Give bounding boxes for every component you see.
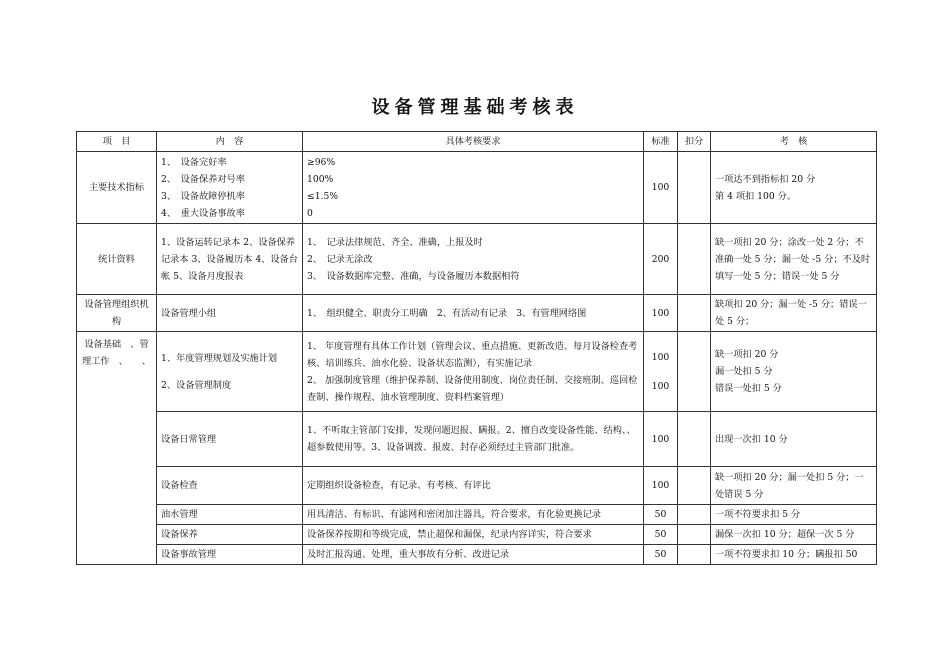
standard-cell: 50 xyxy=(644,545,678,565)
content-cell: 1、 设备完好率 2、 设备保养对号率 3、 设备故障停机率 4、 重大设备事故率 xyxy=(157,152,303,224)
requirement-cell: ≥96% 100% ≤1.5% 0 xyxy=(303,152,644,224)
deduct-cell xyxy=(678,525,711,545)
table-row xyxy=(77,467,877,505)
table-row xyxy=(77,505,877,525)
table-row xyxy=(77,224,877,295)
standard-cell: 100 xyxy=(644,295,678,332)
assessment-cell: 一项不符要求扣 10 分；瞒报扣 50 xyxy=(711,545,877,565)
deduct-cell xyxy=(678,412,711,467)
table-row xyxy=(77,332,877,412)
requirement-cell: 及时汇报沟通、处理，重大事故有分析、改进记录 xyxy=(303,545,644,565)
standard-cell: 200 xyxy=(644,224,678,295)
header-standard: 标准 xyxy=(644,132,678,152)
header-deduct: 扣分 xyxy=(678,132,711,152)
deduct-cell xyxy=(678,505,711,525)
requirement-cell: 用具清洁、有标识、有滤网和密闭加注器具，符合要求，有化验更换记录 xyxy=(303,505,644,525)
standard-cell: 100 xyxy=(644,467,678,505)
content-cell: 设备事故管理 xyxy=(157,545,303,565)
requirement-cell: 定期组织设备检查，有记录、有考核、有评比 xyxy=(303,467,644,505)
standard-cell: 100 xyxy=(644,412,678,467)
assessment-cell: 一项不符要求扣 5 分 xyxy=(711,505,877,525)
standard-cell: 100 xyxy=(644,152,678,224)
assessment-cell: 缺一项扣 20 分 漏一处扣 5 分 错误一处扣 5 分 xyxy=(711,332,877,412)
deduct-cell xyxy=(678,467,711,505)
item-cell: 统计资料 xyxy=(77,224,157,295)
requirement-cell: 1、 年度管理有具体工作计划（管理会议、重点措施、更新改造、每月设备检查考核、培训练兵、油水化验、设备状态监测），有实施记录 2、 加强制度管理（维护保养制、设备使用制度、岗位责任制、交接班制、巡回检查制、操作规程、油水管理制度、资料档案管理） xyxy=(303,332,644,412)
content-cell: 1、年度管理规划及实施计划 2、设备管理制度 xyxy=(157,332,303,412)
assessment-table xyxy=(76,131,877,565)
content-cell: 油水管理 xyxy=(157,505,303,525)
table-row xyxy=(77,152,877,224)
header-item: 项 目 xyxy=(77,132,157,152)
content-cell: 设备保养 xyxy=(157,525,303,545)
deduct-cell xyxy=(678,152,711,224)
requirement-cell: 设备保养按期和等级完成，禁止超保和漏保，纪录内容详实，符合要求 xyxy=(303,525,644,545)
item-cell: 设备管理组织机构 xyxy=(77,295,157,332)
assessment-cell: 缺项扣 20 分；漏一处 -5 分；错误一处 5 分； xyxy=(711,295,877,332)
page-title: 设备管理基础考核表 xyxy=(371,97,579,118)
content-cell: 设备检查 xyxy=(157,467,303,505)
standard-cell: 50 xyxy=(644,505,678,525)
deduct-cell xyxy=(678,224,711,295)
table-row xyxy=(77,295,877,332)
assessment-cell: 出现一次扣 10 分 xyxy=(711,412,877,467)
table-row xyxy=(77,412,877,467)
header-content: 内 容 xyxy=(157,132,303,152)
item-cell: 设备基础 、管理工作 、 、 xyxy=(77,332,157,565)
table-row xyxy=(77,545,877,565)
content-cell: 设备日常管理 xyxy=(157,412,303,467)
header-requirement: 具体考核要求 xyxy=(303,132,644,152)
header-assessment: 考 核 xyxy=(711,132,877,152)
table-header-row xyxy=(77,132,877,152)
content-cell: 设备管理小组 xyxy=(157,295,303,332)
requirement-cell: 1、 记录法律规范、齐全、准确，上报及时 2、 记录无涂改 3、 设备数据库完整、准确，与设备履历本数据相符 xyxy=(303,224,644,295)
deduct-cell xyxy=(678,295,711,332)
deduct-cell xyxy=(678,545,711,565)
standard-cell: 100 100 xyxy=(644,332,678,412)
deduct-cell xyxy=(678,332,711,412)
content-cell: 1、设备运转记录本 2、设备保养记录本 3、设备履历本 4、设备台帐 5、设备月度报表 xyxy=(157,224,303,295)
assessment-cell: 缺一项扣 20 分；漏一处扣 5 分；一处错误 5 分 xyxy=(711,467,877,505)
requirement-cell: 1、 组织健全、职责分工明确 2、有活动有记录 3、有管理网络图 xyxy=(303,295,644,332)
assessment-cell: 漏保一次扣 10 分；超保一次 5 分 xyxy=(711,525,877,545)
standard-cell: 50 xyxy=(644,525,678,545)
assessment-cell: 一项达不到指标扣 20 分 第 4 项扣 100 分。 xyxy=(711,152,877,224)
table-row xyxy=(77,525,877,545)
assessment-cell: 缺一项扣 20 分；涂改一处 2 分；不准确一处 5 分；漏一处 -5 分；不及时填写一处 5 分；错误一处 5 分 xyxy=(711,224,877,295)
requirement-cell: 1、不听取主管部门安排，发现问题迟报、瞒报。2、擅自改变设备性能、结构、、超参数使用等。3、设备调拨、报废、封存必须经过主管部门批准。 xyxy=(303,412,644,467)
item-cell: 主要技术指标 xyxy=(77,152,157,224)
